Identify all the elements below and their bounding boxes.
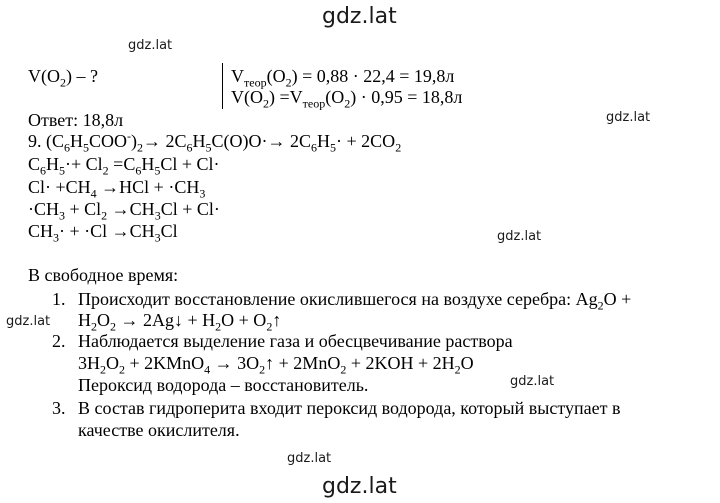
task9-line-2: $C_6H_5\cdot+ Cl_2 =C_6H_5Cl + Cl\cdot$: [28, 154, 220, 178]
watermark-right-2: gdz.lat: [510, 374, 555, 389]
given-solution-divider: [222, 63, 223, 109]
solution-line-2: $V(O_2) =V_{теор}(O_2) \cdot 0,95 = 18,8л$: [231, 87, 463, 111]
item-3-line-1: В состав гидроперита входит пероксид водорода, который выступает в: [78, 398, 621, 418]
item-1-line-2: $H_2O_2$ → 2Ag↓ + $H_2O$ + $O_2↑$: [78, 310, 282, 334]
item-1-number: 1.: [52, 289, 66, 309]
watermark-right-1: gdz.lat: [606, 110, 651, 125]
watermark-mid: gdz.lat: [497, 229, 542, 244]
item-1-line-1: Происходит восстановление окислившегося на воздухе серебра: $Ag_2O$ +: [78, 289, 632, 313]
item-2-number: 2.: [52, 331, 66, 351]
item-2-line-1: Наблюдается выделение газа и обесцвечивание раствора: [78, 331, 513, 351]
task9-line-5: $CH_3\cdot + \cdot Cl \to CH_3Cl$: [28, 221, 178, 245]
solution-line-1: $V_{теор}(O_2) = 0,88 \cdot 22,4 = 19,8л$: [231, 66, 455, 90]
watermark-left: gdz.lat: [6, 314, 51, 329]
free-time-heading: В свободное время:: [28, 265, 179, 285]
watermark-upper-left: gdz.lat: [128, 38, 173, 53]
task9-line-1: 9. $(C_6H_5COO^-)_2\to 2C_6H_5C(O)O\cdot\to 2C_6H_5\cdot + 2CO_2$: [28, 129, 402, 155]
given-find-line: $V(O_2)$ – ?: [28, 66, 98, 90]
answer-line: Ответ: 18,8л: [28, 110, 124, 130]
item-3-number: 3.: [52, 398, 66, 418]
watermark-bottom: gdz.lat: [322, 474, 397, 499]
item-2-line-3: Пероксид водорода – восстановитель.: [78, 375, 369, 395]
task9-line-3: $Cl\cdot +CH_4 \to HCl + \cdot CH_3$: [28, 177, 206, 201]
task9-line-4: $\cdot CH_3 + Cl_2 \to CH_3Cl + Cl\cdot$: [28, 199, 220, 223]
watermark-top: gdz.lat: [322, 4, 397, 29]
item-2-line-2: $3H_2O_2$ + 2KMnO$_4$ → $3O_2↑ + 2MnO_2 + 2KOH + 2H_2O$: [78, 353, 474, 377]
watermark-lower: gdz.lat: [287, 451, 332, 466]
item-3-line-2: качестве окислителя.: [78, 420, 240, 440]
